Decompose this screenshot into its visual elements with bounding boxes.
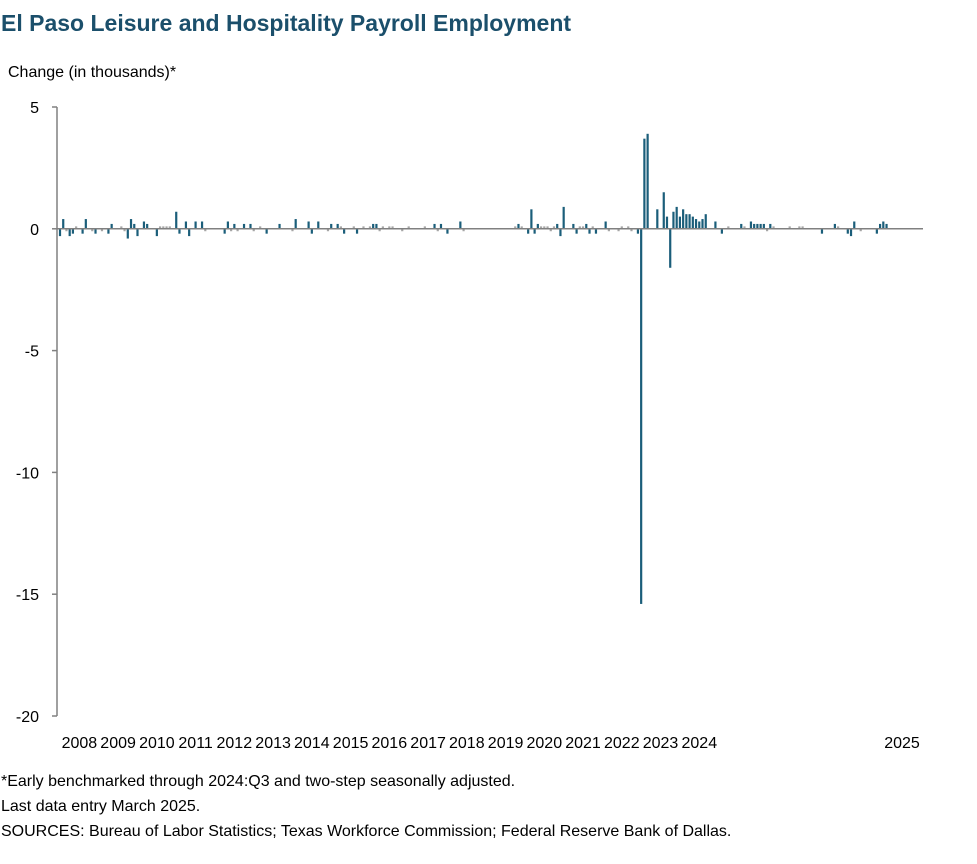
bar [882,221,884,228]
footnotes [1,769,731,844]
bar [701,219,703,229]
bar [295,219,297,229]
bar [459,221,461,228]
bar [62,219,64,229]
bar [559,229,561,236]
bar [679,217,681,229]
bar [669,229,671,268]
bar [188,229,190,236]
x-tick-label: 2018 [449,735,485,752]
y-tick-label: -15 [15,587,39,605]
bar [127,229,129,239]
y-axis [16,100,57,726]
bar [143,221,145,228]
bar [136,229,138,236]
x-tick-label: 2017 [410,735,446,752]
bar [175,212,177,229]
chart-title: El Paso Leisure and Hospitality Payroll Employment [1,10,572,36]
x-tick-label: 2025 [884,735,920,752]
x-tick-label: 2016 [371,735,408,752]
x-tick-label: 2011 [178,735,213,752]
bar [308,221,310,228]
bar [695,219,697,229]
bar [85,219,87,229]
y-tick-label: 5 [30,100,39,117]
bar [853,221,855,228]
bar [185,221,187,228]
bar [156,229,158,236]
bar [714,221,716,228]
bar [530,209,532,228]
bar [705,214,707,229]
bar [666,217,668,229]
x-tick-label: 2012 [216,735,253,752]
bar [563,207,565,229]
bar [201,221,203,228]
bar [59,229,61,236]
x-tick-label: 2022 [604,735,640,752]
bar [688,214,690,229]
bar [317,221,319,228]
x-tick-label: 2014 [294,735,330,752]
y-tick-label: -5 [24,343,39,361]
x-axis [57,229,923,752]
bar [750,221,752,228]
bar [656,209,658,228]
bar [663,192,665,229]
y-axis-label: Change (in thousands)* [8,64,177,81]
x-tick-label: 2020 [526,735,563,752]
x-tick-label: 2013 [255,735,291,752]
footnote-last-entry: Last data entry March 2025. [1,798,201,815]
bar [605,221,607,228]
bar [130,219,132,229]
bar [647,134,649,229]
bar [195,221,197,228]
x-tick-label: 2019 [487,735,524,752]
x-tick-label: 2015 [332,735,369,752]
bar [698,221,700,228]
footnote-sources: SOURCES: Bureau of Labor Statistics; Texas Workforce Commission; Federal Reserve Bank of Dallas. [1,823,732,840]
bar [682,209,684,228]
bar [643,139,645,229]
x-tick-label: 2023 [642,735,679,752]
bar [227,221,229,228]
bar [676,207,678,229]
y-tick-label: -20 [15,709,39,726]
y-tick-label: 0 [30,221,39,239]
bar [672,212,674,229]
bar [692,217,694,229]
bars [59,134,888,604]
x-tick-label: 2024 [681,735,718,752]
x-tick-label: 2008 [61,735,98,752]
x-tick-label: 2009 [100,735,136,752]
bar [685,214,687,229]
bar [850,229,852,236]
y-tick-label: -10 [15,465,39,483]
footnote-benchmark: *Early benchmarked through 2024:Q3 and two-step seasonally adjusted. [1,773,516,790]
x-tick-label: 2021 [565,735,601,752]
bar [69,229,71,236]
bar [640,229,642,604]
x-tick-label: 2010 [139,735,175,752]
